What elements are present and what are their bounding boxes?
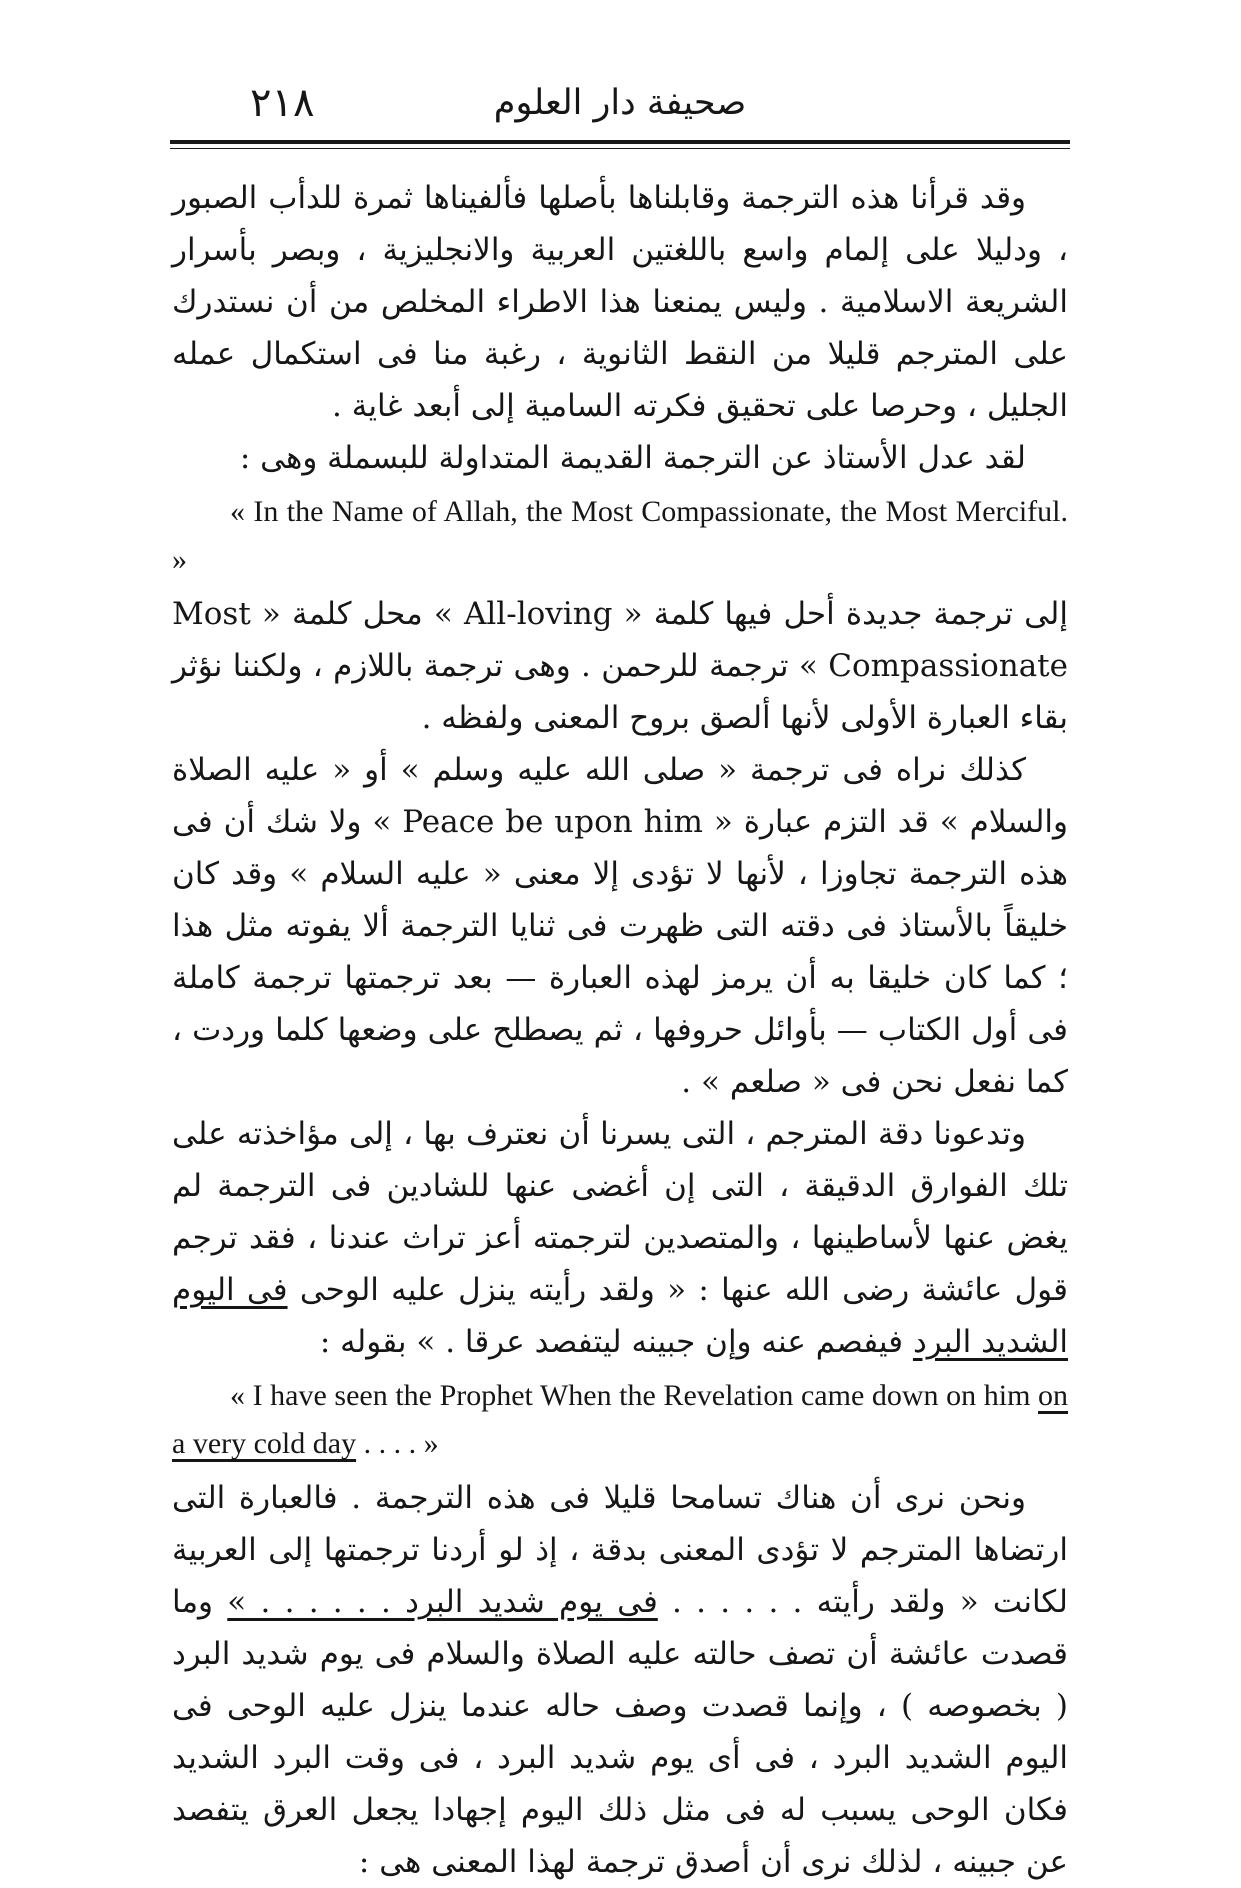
paragraph-aisha-hadith bbox=[172, 1108, 1068, 1368]
page-number: ٢١٨ bbox=[250, 80, 315, 126]
paragraph-basmala-critique: إلى ترجمة جديدة أحل فيها كلمة « All-loving » محل كلمة « Most Compassionate » ترجمة للرحمن . وهى ترجمة باللازم ، ولكننا نؤثر بقاء العبارة الأولى لأنها ألصق بروح المعنى ولفظه . bbox=[172, 596, 1068, 736]
header-rule-thin bbox=[170, 148, 1070, 149]
english-quote-basmala: « In the Name of Allah, the Most Compassionate, the Most Merciful. » bbox=[172, 495, 1068, 576]
english-quote-text-a: « I have seen the Prophet When the Revelation came down on him bbox=[230, 1379, 1031, 1412]
underlined-phrase-ar: فى اليوم الشديد البرد bbox=[172, 1272, 1068, 1360]
paragraph-basmala-intro: لقد عدل الأستاذ عن الترجمة القديمة المتداولة للبسملة وهى : bbox=[239, 440, 1026, 476]
journal-title: صحيفة دار العلوم bbox=[493, 83, 747, 123]
paragraph-conclusion-text-a: ونحن نرى أن هناك تسامحا قليلا فى هذه الترجمة . فالعبارة التى ارتضاها المترجم لا تؤدى المعنى بدقة ، إذ لو أردنا ترجمتها إلى العربية لكانت « ولقد رأيته . . . . . . bbox=[172, 1480, 1068, 1620]
paragraph-review: وقد قرأنا هذه الترجمة وقابلناها بأصلها فألفيناها ثمرة للدأب الصبور ، ودليلا على إلمام واسع باللغتين العربية والانجليزية ، وبصر بأسرار الشريعة الاسلامية . وليس يمنعنا هذا الاطراء المخلص من أن نستدرك على المترجم قليلا من النقط الثانوية ، رغبة منا فى استكمال عمله الجليل ، وحرصا على تحقيق فكرته السامية إلى أبعد غاية . bbox=[172, 180, 1068, 424]
english-quote-text-b: . . . . » bbox=[363, 1427, 439, 1460]
header-rule-thick bbox=[170, 140, 1070, 144]
paragraph-conclusion bbox=[172, 1472, 1068, 1888]
underlined-phrase-ar-2: فى يوم شديد البرد . . . . . . » bbox=[227, 1584, 658, 1620]
paragraph-aisha-text-a: وتدعونا دقة المترجم ، التى يسرنا أن نعترف بها ، إلى مؤاخذته على تلك الفوارق الدقيقة ، التى إن أغضى عنها للشادين فى الترجمة لم يغض عنها لأساطينها ، والمتصدين لترجمته أعز تراث عندنا ، فقد ترجم قول عائشة رضى الله عنها : « ولقد رأيته ينزل عليه الوحى bbox=[172, 1116, 1069, 1308]
paragraph-aisha-text-b: فيفصم عنه وإن جبينه ليتفصد عرقا . » بقوله : bbox=[319, 1324, 904, 1360]
article-body bbox=[172, 172, 1068, 1888]
english-quote-hadith bbox=[172, 1372, 1068, 1468]
paragraph-conclusion-text-b: وما قصدت عائشة أن تصف حالته عليه الصلاة والسلام فى يوم شديد البرد ( بخصوصه ) ، وإنما قصدت وصف حاله عندما ينزل عليه الوحى فى اليوم الشديد البرد ، فى أى يوم شديد البرد ، فى وقت البرد الشديد فكان الوحى يسبب له فى مثل ذلك اليوم إجهادا يجعل العرق يتفصد عن جبينه ، لذلك نرى أن أصدق ترجمة لهذا المعنى هى : bbox=[172, 1584, 1068, 1880]
underlined-phrase-en: on a very cold day bbox=[172, 1379, 1069, 1460]
paragraph-salutation: كذلك نراه فى ترجمة « صلى الله عليه وسلم » أو « عليه الصلاة والسلام » قد التزم عبارة « Peace be upon him » ولا شك أن فى هذه الترجمة تجاوزا ، لأنها لا تؤدى إلا معنى « عليه السلام » وقد كان خليقاً بالأستاذ فى دقته التى ظهرت فى ثنايا الترجمة ألا يفوته مثل هذا ؛ كما كان خليقا به أن يرمز لهذه العبارة — بعد ترجمتها ترجمة كاملة فى أول الكتاب — بأوائل حروفها ، ثم يصطلح على وضعها كلما وردت ، كما نفعل نحن فى « صلعم » . bbox=[172, 752, 1068, 1100]
page-header bbox=[170, 78, 1070, 138]
